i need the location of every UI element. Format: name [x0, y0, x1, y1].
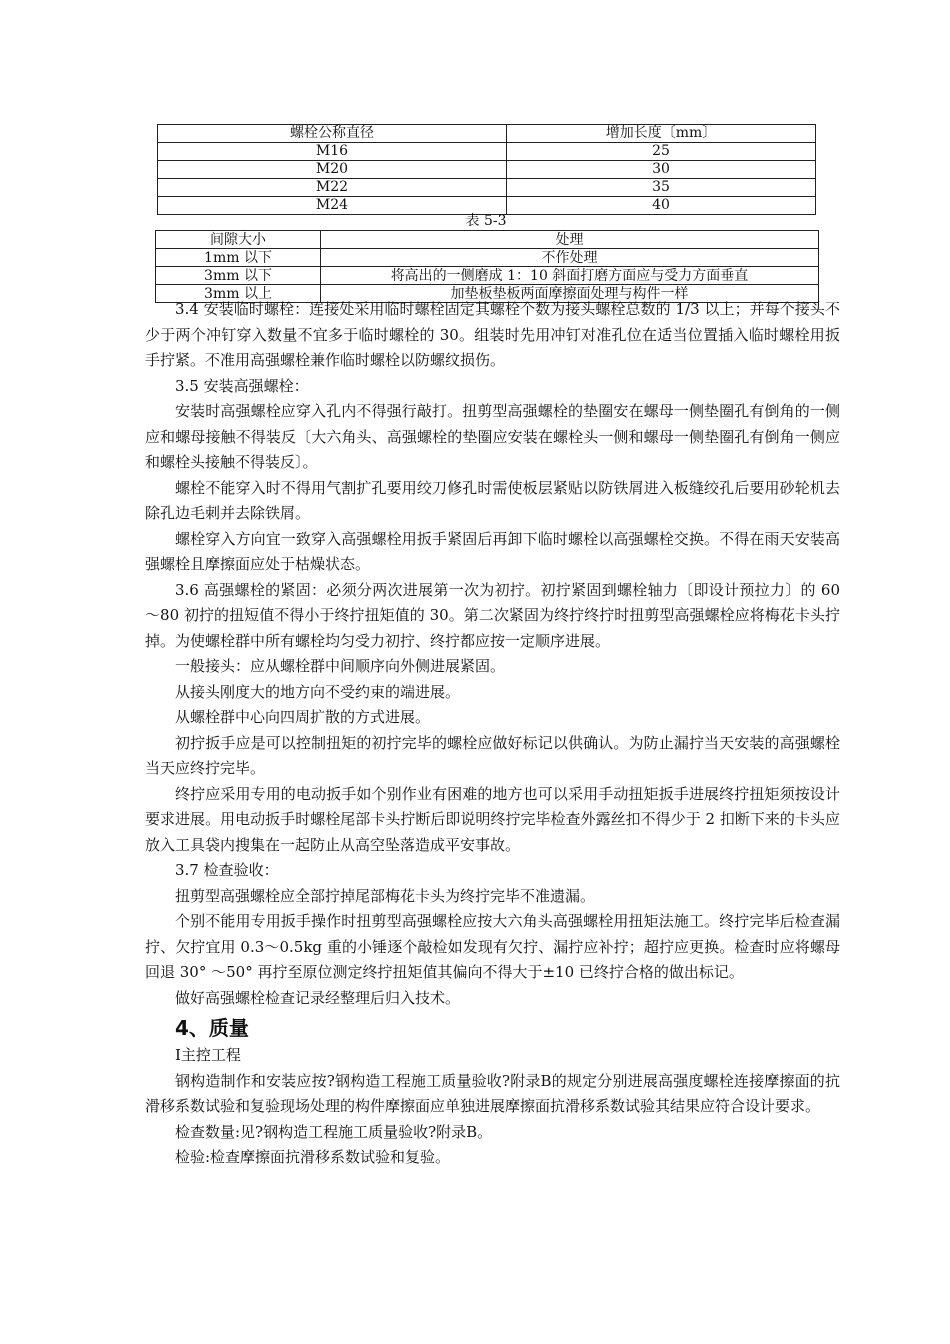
table-cell: M16	[158, 143, 507, 161]
table-row	[158, 179, 816, 197]
table-cell: M22	[158, 179, 507, 197]
table-cell: 3mm 以下	[156, 267, 321, 285]
paragraph: 3.6 高强螺栓的紧固：必须分两次进展第一次为初拧。初拧紧固到螺栓轴力〔即设计预拉力〕的 60～80 初拧的扭短值不得小于终拧扭矩值的 30。第二次紧固为终拧终拧时扭剪型高强螺栓应将梅花卡头拧掉。为使螺栓群中所有螺栓均匀受力初拧、终拧都应按一定顺序进展。	[145, 580, 840, 650]
paragraph: 3.7 检查验收：	[175, 861, 279, 879]
paragraph: 终拧应采用专用的电动扳手如个别作业有困难的地方也可以采用手动扭矩扳手进展终拧扭矩须按设计要求进展。用电动扳手时螺栓尾部卡头拧断后即说明终拧完毕检查外露丝扣不得少于 2 扣断下来的卡头应放入工具袋内搜集在一起防止从高空坠落造成平安事故。	[145, 784, 840, 854]
table-cell: 1mm 以下	[156, 249, 321, 267]
table-cell: 40	[507, 197, 816, 215]
paragraph: 安装时高强螺栓应穿入孔内不得强行敲打。扭剪型高强螺栓的垫圈安在螺母一侧垫圈孔有倒角的一侧应和螺母接触不得装反〔大六角头、高强螺栓的垫圈应安装在螺栓头一侧和螺母一侧垫圈孔有倒角一侧应和螺栓头接触不得装反〕。	[145, 402, 840, 471]
paragraph: 钢构造制作和安装应按?钢构造工程施工质量验收?附录B的规定分别进展高强度螺栓连接摩擦面的抗滑移系数试验和复验现场处理的构件摩擦面应单独进展摩擦面抗滑移系数试验其结果应符合设计要求。	[145, 1071, 840, 1115]
paragraph: 做好高强螺栓检查记录经整理后归入技术。	[175, 988, 461, 1007]
gap-treatment-table	[155, 230, 819, 303]
table-caption: 表 5-3	[465, 213, 507, 229]
paragraph: 从螺栓群中心向四周扩散的方式进展。	[175, 708, 431, 726]
sub-heading: Ⅰ主控工程	[175, 1046, 241, 1064]
table-cell: M20	[158, 161, 507, 179]
table-header-row	[158, 125, 816, 143]
table-header-cell: 处理	[321, 231, 819, 249]
table-header-row	[156, 231, 819, 249]
paragraph: 从接头刚度大的地方向不受约束的端进展。	[175, 682, 461, 701]
table-header-cell: 螺栓公称直径	[158, 125, 507, 143]
paragraph: 扭剪型高强螺栓应全部拧掉尾部梅花卡头为终拧完毕不准遗漏。	[175, 886, 596, 905]
paragraph: 个别不能用专用扳手操作时扭剪型高强螺栓应按大六角头高强螺栓用扭矩法施工。终拧完毕后检查漏拧、欠拧宜用 0.3～0.5kg 重的小锤逐个敲检如发现有欠拧、漏拧应补拧；超拧应更换。检查时应将螺母回退 30° ～50° 再拧至原位测定终拧扭矩值其偏向不得大于±10 已终拧合格的做出标记。	[145, 912, 840, 981]
paragraph: 螺栓不能穿入时不得用气割扩孔要用绞刀修孔时需使板层紧贴以防铁屑进入板缝绞孔后要用砂轮机去除孔边毛刺并去除铁屑。	[145, 478, 840, 522]
paragraph: 3.4 安装临时螺栓：连接处采用临时螺栓固定其螺栓个数为接头螺栓总数的 1/3 以上；并每个接头不少于两个冲钉穿入数量不宜多于临时螺栓的 30。组装时先用冲钉对准孔位在适当位置插入临时螺栓用扳手拧紧。不准用高强螺栓兼作临时螺栓以防螺纹损伤。	[145, 300, 840, 369]
body-text	[145, 297, 840, 1171]
table-row	[158, 161, 816, 179]
table-cell: 35	[507, 179, 816, 197]
table-cell: 30	[507, 161, 816, 179]
paragraph: 初拧扳手应是可以控制扭矩的初拧完毕的螺栓应做好标记以供确认。为防止漏拧当天安装的高强螺栓当天应终拧完毕。	[145, 733, 840, 777]
table-cell: 加垫板垫板两面摩擦面处理与构件一样	[321, 285, 819, 303]
table-header-cell: 间隙大小	[156, 231, 321, 249]
table-cell: 3mm 以上	[156, 285, 321, 303]
bolt-length-table	[157, 124, 816, 215]
paragraph: 螺栓穿入方向宜一致穿入高强螺栓用扳手紧固后再卸下临时螺栓以高强螺栓交换。不得在雨天安装高强螺栓且摩擦面应处于枯燥状态。	[145, 529, 840, 573]
paragraph: 一般接头：应从螺栓群中间顺序向外侧进展紧固。	[175, 657, 506, 675]
paragraph: 3.5 安装高强螺栓：	[175, 376, 309, 395]
paragraph: 检验:检查摩擦面抗滑移系数试验和复验。	[175, 1148, 451, 1166]
table-row	[156, 267, 819, 285]
table-cell: 25	[507, 143, 816, 161]
table-cell: 不作处理	[321, 249, 819, 267]
table-cell: 将高出的一侧磨成 1：10 斜面打磨方面应与受力方面垂直	[321, 267, 819, 285]
section-heading: 4、质量	[175, 1016, 249, 1040]
table-header-cell: 增加长度〔mm〕	[507, 125, 816, 143]
table-row	[156, 249, 819, 267]
table-row	[158, 143, 816, 161]
table-cell: M24	[158, 197, 507, 215]
paragraph: 检查数量:见?钢构造工程施工质量验收?附录B。	[175, 1122, 493, 1141]
